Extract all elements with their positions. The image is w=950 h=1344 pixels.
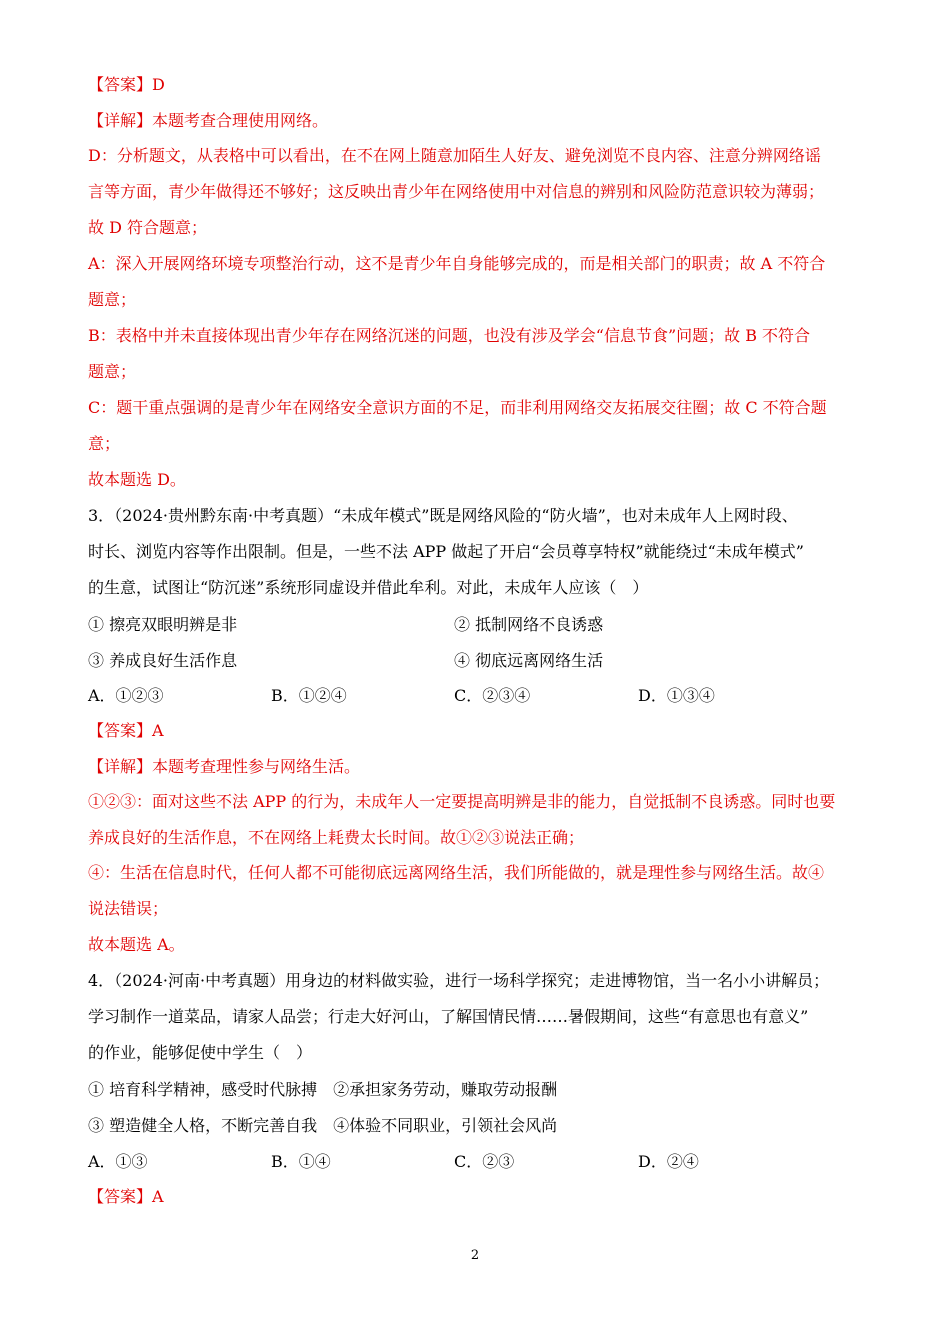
q3-option-a: A．①②③ [88, 686, 164, 705]
q3-answer: 【答案】A [88, 721, 164, 740]
q3-option-c: C．②③④ [454, 686, 531, 705]
q4-stem-line: 4．（2024·河南·中考真题）用身边的材料做实验，进行一场科学探究；走进博物馆，当一名小小讲解员； [88, 971, 830, 990]
q3-detail: 【详解】本题考查理性参与网络生活。 [88, 757, 361, 776]
prev-explanation-line: 故 D 符合题意； [88, 218, 208, 237]
q3-explanation-line: 说法错误； [88, 899, 169, 918]
q3-explanation-line: 养成良好的生活作息，不在网络上耗费太长时间。故①②③说法正确； [88, 828, 585, 847]
q4-stem-line: 的作业，能够促使中学生（ ） [88, 1043, 313, 1062]
q3-item: ② 抵制网络不良诱惑 [454, 615, 604, 634]
q3-item: ① 擦亮双眼明辨是非 [88, 615, 238, 634]
q4-option-c: C．②③ [454, 1152, 515, 1171]
q3-option-d: D．①③④ [638, 686, 715, 705]
prev-explanation-line: 意； [88, 434, 121, 453]
prev-explanation-line: 题意； [88, 362, 137, 381]
prev-detail: 【详解】本题考查合理使用网络。 [88, 111, 329, 130]
q4-answer: 【答案】A [88, 1187, 164, 1206]
q3-stem-line: 3．（2024·贵州黔东南·中考真题）“未成年模式”既是网络风险的“防火墙”，也对未成年人上网时段、 [88, 506, 798, 525]
q4-item: ③ 塑造健全人格，不断完善自我 ④体验不同职业，引领社会风尚 [88, 1116, 558, 1135]
prev-explanation-line: A：深入开展网络环境专项整治行动，这不是青少年自身能够完成的，而是相关部门的职责；故 A 不符合 [88, 254, 826, 273]
prev-explanation-line: C：题干重点强调的是青少年在网络安全意识方面的不足，而非利用网络交友拓展交往圈；故 C 不符合题 [88, 398, 827, 417]
q3-option-b: B．①②④ [271, 686, 347, 705]
q4-item: ① 培育科学精神，感受时代脉搏 ②承担家务劳动，赚取劳动报酬 [88, 1080, 558, 1099]
page-number: 2 [470, 1248, 480, 1263]
q3-item: ③ 养成良好生活作息 [88, 651, 238, 670]
prev-explanation-line: 题意； [88, 290, 137, 309]
q4-stem-line: 学习制作一道菜品，请家人品尝；行走大好河山，了解国情民情……暑假期间，这些“有意思也有意义” [88, 1007, 809, 1026]
q3-stem-line: 的生意，试图让“防沉迷”系统形同虚设并借此牟利。对此，未成年人应该（ ） [88, 578, 649, 597]
q3-explanation-line: ①②③：面对这些不法 APP 的行为，未成年人一定要提高明辨是非的能力，自觉抵制不良诱惑。同时也要 [88, 792, 836, 811]
q4-option-d: D．②④ [638, 1152, 699, 1171]
q3-item: ④ 彻底远离网络生活 [454, 651, 604, 670]
prev-explanation-line: B：表格中并未直接体现出青少年存在网络沉迷的问题，也没有涉及学会“信息节食”问题；故 B 不符合 [88, 326, 811, 345]
q4-option-a: A．①③ [88, 1152, 148, 1171]
q3-stem-line: 时长、浏览内容等作出限制。但是，一些不法 APP 做起了开启“会员尊享特权”就能绕过“未成年模式” [88, 542, 804, 561]
prev-explanation-line: 言等方面，青少年做得还不够好；这反映出青少年在网络使用中对信息的辨别和风险防范意识较为薄弱； [88, 182, 825, 201]
q3-explanation-line: ④：生活在信息时代，任何人都不可能彻底远离网络生活，我们所能做的，就是理性参与网络生活。故④ [88, 863, 825, 882]
prev-answer: 【答案】D [88, 75, 165, 94]
q3-explanation-line: 故本题选 A。 [88, 935, 185, 954]
q4-option-b: B．①④ [271, 1152, 331, 1171]
prev-explanation-line: 故本题选 D。 [88, 470, 186, 489]
prev-explanation-line: D：分析题文，从表格中可以看出，在不在网上随意加陌生人好友、避免浏览不良内容、注意分辨网络谣 [88, 146, 821, 165]
